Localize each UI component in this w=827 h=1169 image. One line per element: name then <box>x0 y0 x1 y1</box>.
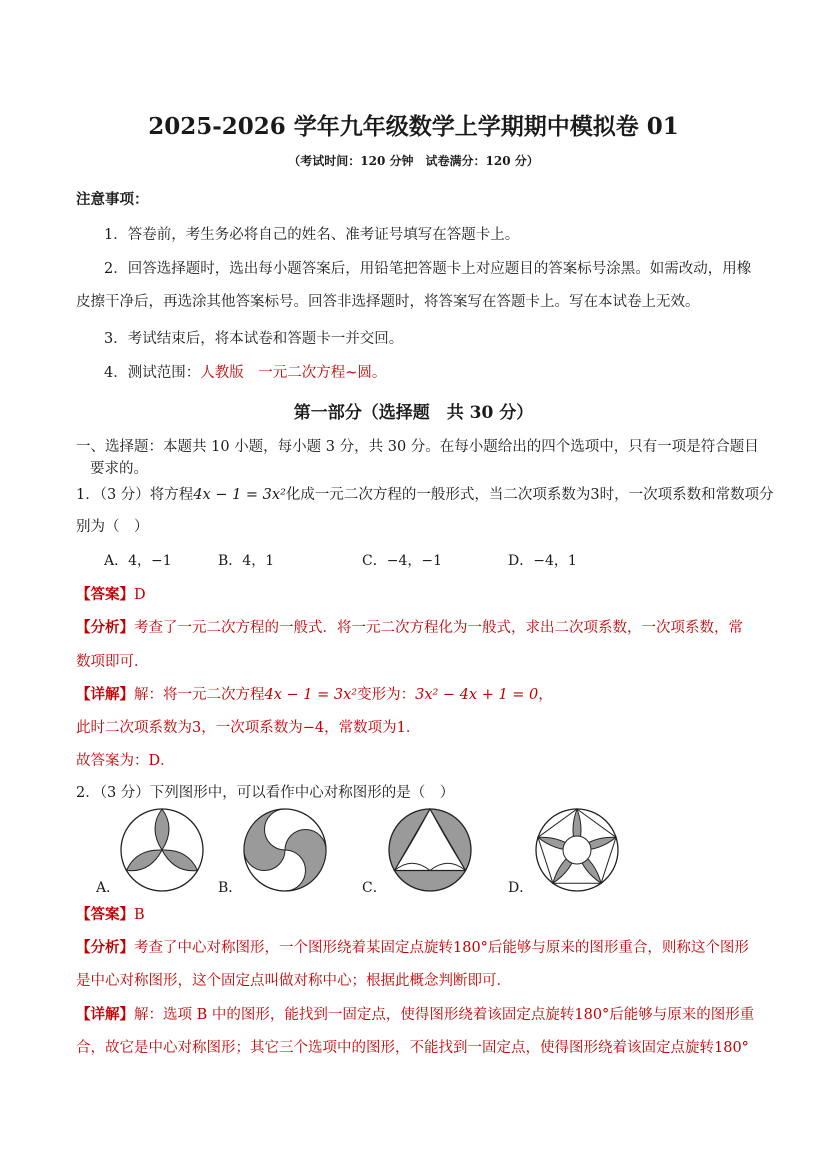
q1-stem-line1 <box>76 483 774 504</box>
notice-item-2-line1: 2．回答选择题时，选出每小题答案后，用铅笔把答题卡上对应题目的答案标号涂黑。如需改动，用橡 <box>104 261 752 277</box>
notice-item-4 <box>104 361 386 382</box>
notice-item-1: 1．答卷前，考生务必将自己的姓名、准考证号填写在答题卡上。 <box>104 227 520 243</box>
q1-analysis-tag: 【分析】 <box>76 619 134 636</box>
q2-detail-line1 <box>76 1003 754 1024</box>
q1-answer-value: D <box>134 587 146 603</box>
q1-detail-eq2: 3x² − 4x + 1 = 0 <box>415 687 539 703</box>
section-title: 第一部分（选择题 共 30 分） <box>293 403 534 423</box>
q1-answer <box>76 583 146 604</box>
q1-detail-line1 <box>76 683 553 704</box>
q2-answer-value: B <box>134 907 145 923</box>
q1-option-c: C．−4，−1 <box>362 553 442 569</box>
q2-detail-tag: 【详解】 <box>76 1006 134 1023</box>
q2-label-d: D． <box>508 880 534 896</box>
q1-stem-a: 1．（3 分）将方程 <box>76 487 194 503</box>
notice-heading: 注意事项： <box>76 191 149 208</box>
q2-figure-b <box>241 806 329 894</box>
q1-analysis-text: 考查了一元二次方程的一般式．将一元二次方程化为一般式，求出二次项系数，一次项系数，常 <box>134 620 743 636</box>
q2-label-a: A． <box>96 880 121 896</box>
q2-figure-c <box>386 806 474 894</box>
q2-answer <box>76 903 145 924</box>
section-intro-line1: 一、选择题：本题共 10 小题，每小题 3 分，共 30 分。在每小题给出的四个选项中，只有一项是符合题目 <box>76 439 759 455</box>
q2-analysis-text: 考查了中心对称图形，一个图形绕着某固定点旋转180°后能够与原来的图形重合，则称这个图形 <box>134 940 749 956</box>
q2-figure-a <box>118 806 206 894</box>
q1-equation: 4x − 1 = 3x² <box>193 487 286 503</box>
q2-analysis-line2: 是中心对称图形，这个固定点叫做对称中心；根据此概念判断即可． <box>76 973 511 989</box>
q1-stem-line2: 别为（ ） <box>76 519 149 535</box>
q2-detail-text: 解：选项 B 中的图形，能找到一固定点，使得图形绕着该固定点旋转180°后能够与原来的图形重 <box>134 1007 755 1023</box>
q2-analysis-tag: 【分析】 <box>76 939 134 956</box>
q1-option-b: B．4，1 <box>218 553 275 569</box>
q1-detail-c: ， <box>538 687 553 703</box>
q1-detail-tag: 【详解】 <box>76 686 134 703</box>
section-intro-line2: 要求的。 <box>90 461 148 477</box>
q1-detail-eq1: 4x − 1 = 3x² <box>264 687 358 703</box>
q2-detail-line2: 合，故它是中心对称图形；其它三个选项中的图形，不能找到一固定点，使得图形绕着该固定点旋转180° <box>76 1040 749 1056</box>
q1-option-a: A．4，−1 <box>104 553 172 569</box>
q1-analysis-line2: 数项即可． <box>76 654 149 670</box>
q1-detail-b: 变形为： <box>357 687 416 703</box>
q1-answer-tag: 【答案】 <box>76 586 134 603</box>
notice-item-2-line2: 皮擦干净后，再选涂其他答案标号。回答非选择题时，将答案写在答题卡上。写在本试卷上无效。 <box>76 294 700 310</box>
q2-label-b: B． <box>218 880 243 896</box>
q1-option-d: D．−4，1 <box>508 553 577 569</box>
q1-analysis-line1 <box>76 616 743 637</box>
q1-stem-b: 化成一元二次方程的一般形式，当二次项系数为3时，一次项系数和常数项分 <box>285 487 774 503</box>
q1-detail-line2: 此时二次项系数为3，一次项系数为−4，常数项为1． <box>76 720 421 736</box>
q2-analysis-line1 <box>76 936 749 957</box>
q2-label-c: C． <box>362 880 387 896</box>
notice-item-3: 3．考试结束后，将本试卷和答题卡一并交回。 <box>104 331 404 347</box>
q1-detail-a: 解：将一元二次方程 <box>134 687 265 703</box>
test-range: 人教版 一元二次方程~圆。 <box>200 365 387 381</box>
q2-figure-d <box>533 806 621 894</box>
page-title: 2025-2026 学年九年级数学上学期期中模拟卷 01 <box>148 113 679 140</box>
q2-stem: 2．（3 分）下列图形中，可以看作中心对称图形的是（ ） <box>76 785 455 801</box>
notice-item-4-prefix: 4．测试范围： <box>104 365 201 381</box>
exam-info: （考试时间：120 分钟 试卷满分：120 分） <box>288 154 539 168</box>
q1-detail-line3: 故答案为：D． <box>76 753 175 769</box>
q2-answer-tag: 【答案】 <box>76 906 134 923</box>
